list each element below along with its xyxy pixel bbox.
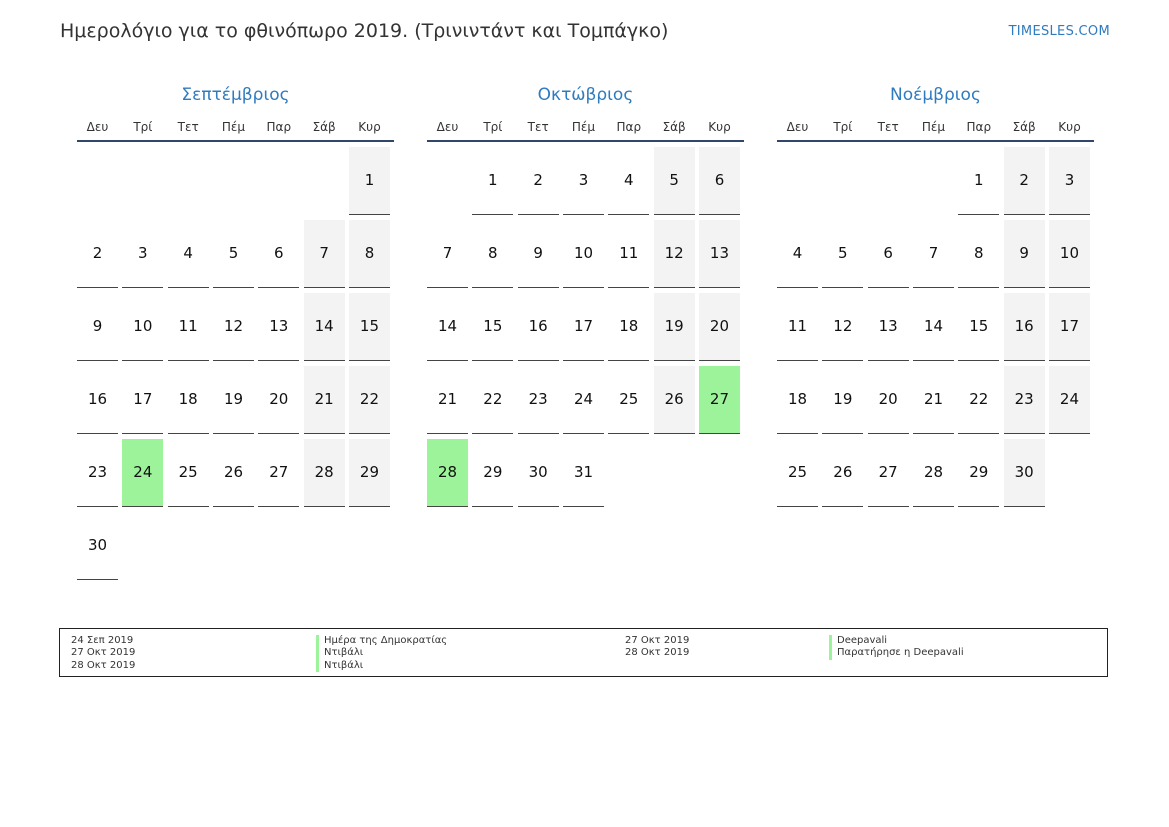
day-cell[interactable]: 1 <box>472 147 513 215</box>
day-cell[interactable]: 15 <box>472 293 513 361</box>
day-cell[interactable]: 15 <box>349 293 390 361</box>
day-cell[interactable]: 31 <box>563 439 604 507</box>
day-cell[interactable]: 24 <box>563 366 604 434</box>
day-cell[interactable]: 10 <box>1049 220 1090 288</box>
weekday-label: Δευ <box>86 120 109 134</box>
day-cell[interactable]: 20 <box>699 293 740 361</box>
weekday-header <box>77 110 394 142</box>
weekday-label: Τρί <box>483 120 503 134</box>
day-cell[interactable]: 3 <box>122 220 163 288</box>
empty-day-cell <box>913 147 954 214</box>
day-cell[interactable]: 10 <box>563 220 604 288</box>
day-cell[interactable]: 16 <box>77 366 118 434</box>
weekday-label: Κυρ <box>358 120 381 134</box>
day-cell[interactable]: 2 <box>77 220 118 288</box>
legend-holiday-name: Παρατήρησε η Deepavali <box>829 647 964 659</box>
day-cell[interactable]: 21 <box>427 366 468 434</box>
days-grid <box>77 147 394 580</box>
day-cell[interactable]: 21 <box>913 366 954 434</box>
day-cell[interactable]: 15 <box>958 293 999 361</box>
day-cell[interactable]: 9 <box>77 293 118 361</box>
day-cell[interactable]: 11 <box>777 293 818 361</box>
day-cell[interactable]: 6 <box>258 220 299 288</box>
day-cell[interactable]: 11 <box>608 220 649 288</box>
day-cell[interactable]: 18 <box>608 293 649 361</box>
legend-date: 24 Σεπ 2019 <box>71 635 134 646</box>
month-title: Σεπτέμβριος <box>181 85 290 105</box>
legend-holiday-name: Ημέρα της Δημοκρατίας <box>316 635 447 647</box>
day-cell[interactable]: 5 <box>213 220 254 288</box>
weekday-label: Πέμ <box>921 120 946 134</box>
day-cell[interactable]: 8 <box>472 220 513 288</box>
day-cell[interactable]: 3 <box>1049 147 1090 215</box>
day-cell[interactable]: 23 <box>77 439 118 507</box>
day-cell[interactable]: 30 <box>518 439 559 507</box>
legend-left-dates <box>71 635 135 672</box>
empty-day-cell <box>258 147 299 214</box>
weekday-label: Δευ <box>436 120 459 134</box>
legend-left-names <box>316 635 447 672</box>
day-cell[interactable]: 1 <box>349 147 390 215</box>
month-november <box>777 82 1094 507</box>
day-cell[interactable]: 13 <box>699 220 740 288</box>
day-cell[interactable]: 13 <box>868 293 909 361</box>
month-september <box>77 82 394 580</box>
day-cell[interactable]: 9 <box>518 220 559 288</box>
day-cell[interactable]: 4 <box>608 147 649 215</box>
holiday-legend <box>59 628 1108 677</box>
day-cell[interactable]: 12 <box>654 220 695 288</box>
weekday-label: Σάβ <box>312 120 336 134</box>
brand-link[interactable]: TIMESLES.COM <box>1008 24 1110 39</box>
day-cell[interactable]: 7 <box>304 220 345 288</box>
page-title: Ημερολόγιο για το φθινόπωρο 2019. (Τρινιντάντ και Τομπάγκο) <box>60 20 669 42</box>
weekday-label: Πέμ <box>571 120 596 134</box>
weekday-header <box>777 110 1094 142</box>
month-title: Νοέμβριος <box>890 85 981 105</box>
day-cell[interactable]: 25 <box>168 439 209 507</box>
day-cell[interactable]: 6 <box>868 220 909 288</box>
day-cell[interactable]: 7 <box>427 220 468 288</box>
day-cell[interactable]: 8 <box>958 220 999 288</box>
weekday-label: Τετ <box>527 120 549 134</box>
day-cell[interactable]: 30 <box>1004 439 1045 507</box>
day-cell[interactable]: 27 <box>699 366 740 434</box>
day-cell[interactable]: 12 <box>822 293 863 361</box>
day-cell[interactable]: 22 <box>472 366 513 434</box>
weekday-label: Σάβ <box>1012 120 1036 134</box>
day-cell[interactable]: 18 <box>777 366 818 434</box>
day-cell[interactable]: 29 <box>958 439 999 507</box>
empty-day-cell <box>304 147 345 214</box>
weekday-label: Σάβ <box>662 120 686 134</box>
legend-holiday-name: Ντιβάλι <box>316 660 447 672</box>
legend-date: 27 Οκτ 2019 <box>71 647 136 659</box>
weekday-label: Πέμ <box>221 120 246 134</box>
day-cell[interactable]: 14 <box>304 293 345 361</box>
weekday-label: Τετ <box>177 120 199 134</box>
month-title: Οκτώβριος <box>537 85 634 105</box>
empty-day-cell <box>822 147 863 214</box>
day-cell[interactable]: 2 <box>518 147 559 215</box>
empty-day-cell <box>868 147 909 214</box>
empty-day-cell <box>213 147 254 214</box>
empty-day-cell <box>168 147 209 214</box>
day-cell[interactable]: 5 <box>822 220 863 288</box>
day-cell[interactable]: 7 <box>913 220 954 288</box>
weekday-label: Κυρ <box>1058 120 1081 134</box>
day-cell[interactable]: 25 <box>608 366 649 434</box>
day-cell[interactable]: 16 <box>518 293 559 361</box>
legend-right-dates <box>625 635 689 660</box>
day-cell[interactable]: 26 <box>654 366 695 434</box>
day-cell[interactable]: 12 <box>213 293 254 361</box>
days-grid <box>427 147 744 507</box>
legend-date: 28 Οκτ 2019 <box>625 647 690 659</box>
weekday-header <box>427 110 744 142</box>
weekday-label: Δευ <box>786 120 809 134</box>
day-cell[interactable]: 20 <box>868 366 909 434</box>
day-cell[interactable]: 26 <box>822 439 863 507</box>
weekday-label: Παρ <box>266 120 292 134</box>
day-cell[interactable]: 19 <box>822 366 863 434</box>
empty-day-cell <box>122 147 163 214</box>
day-cell[interactable]: 2 <box>1004 147 1045 215</box>
day-cell[interactable]: 19 <box>654 293 695 361</box>
day-cell[interactable]: 30 <box>77 512 118 580</box>
weekday-label: Τρί <box>133 120 153 134</box>
legend-holiday-name: Ντιβάλι <box>316 647 447 659</box>
weekday-label: Κυρ <box>708 120 731 134</box>
weekday-label: Παρ <box>616 120 642 134</box>
day-cell[interactable]: 29 <box>472 439 513 507</box>
empty-day-cell <box>427 147 468 214</box>
day-cell[interactable]: 1 <box>958 147 999 215</box>
day-cell[interactable]: 18 <box>168 366 209 434</box>
day-cell[interactable]: 14 <box>427 293 468 361</box>
day-cell[interactable]: 27 <box>868 439 909 507</box>
day-cell[interactable]: 20 <box>258 366 299 434</box>
empty-day-cell <box>77 147 118 214</box>
legend-holiday-name: Deepavali <box>829 635 964 647</box>
day-cell[interactable]: 10 <box>122 293 163 361</box>
legend-date: 28 Οκτ 2019 <box>71 659 136 671</box>
day-cell[interactable]: 17 <box>1049 293 1090 361</box>
day-cell[interactable]: 8 <box>349 220 390 288</box>
day-cell[interactable]: 22 <box>958 366 999 434</box>
day-cell[interactable]: 6 <box>699 147 740 215</box>
days-grid <box>777 147 1094 507</box>
legend-date: 27 Οκτ 2019 <box>625 635 690 646</box>
day-cell[interactable]: 5 <box>654 147 695 215</box>
day-cell[interactable]: 16 <box>1004 293 1045 361</box>
empty-day-cell <box>777 147 818 214</box>
day-cell[interactable]: 28 <box>304 439 345 507</box>
day-cell[interactable]: 11 <box>168 293 209 361</box>
day-cell[interactable]: 24 <box>1049 366 1090 434</box>
day-cell[interactable]: 21 <box>304 366 345 434</box>
weekday-label: Παρ <box>966 120 992 134</box>
day-cell[interactable]: 29 <box>349 439 390 507</box>
day-cell[interactable]: 17 <box>563 293 604 361</box>
day-cell[interactable]: 9 <box>1004 220 1045 288</box>
day-cell[interactable]: 26 <box>213 439 254 507</box>
day-cell[interactable]: 13 <box>258 293 299 361</box>
day-cell[interactable]: 3 <box>563 147 604 215</box>
day-cell[interactable]: 28 <box>427 439 468 507</box>
weekday-label: Τρί <box>833 120 853 134</box>
day-cell[interactable]: 14 <box>913 293 954 361</box>
day-cell[interactable]: 23 <box>1004 366 1045 434</box>
day-cell[interactable]: 28 <box>913 439 954 507</box>
month-october <box>427 82 744 507</box>
day-cell[interactable]: 23 <box>518 366 559 434</box>
day-cell[interactable]: 4 <box>777 220 818 288</box>
legend-right-names <box>829 635 964 660</box>
day-cell[interactable]: 17 <box>122 366 163 434</box>
day-cell[interactable]: 4 <box>168 220 209 288</box>
day-cell[interactable]: 22 <box>349 366 390 434</box>
weekday-label: Τετ <box>877 120 899 134</box>
day-cell[interactable]: 25 <box>777 439 818 507</box>
day-cell[interactable]: 19 <box>213 366 254 434</box>
day-cell[interactable]: 27 <box>258 439 299 507</box>
day-cell[interactable]: 24 <box>122 439 163 507</box>
